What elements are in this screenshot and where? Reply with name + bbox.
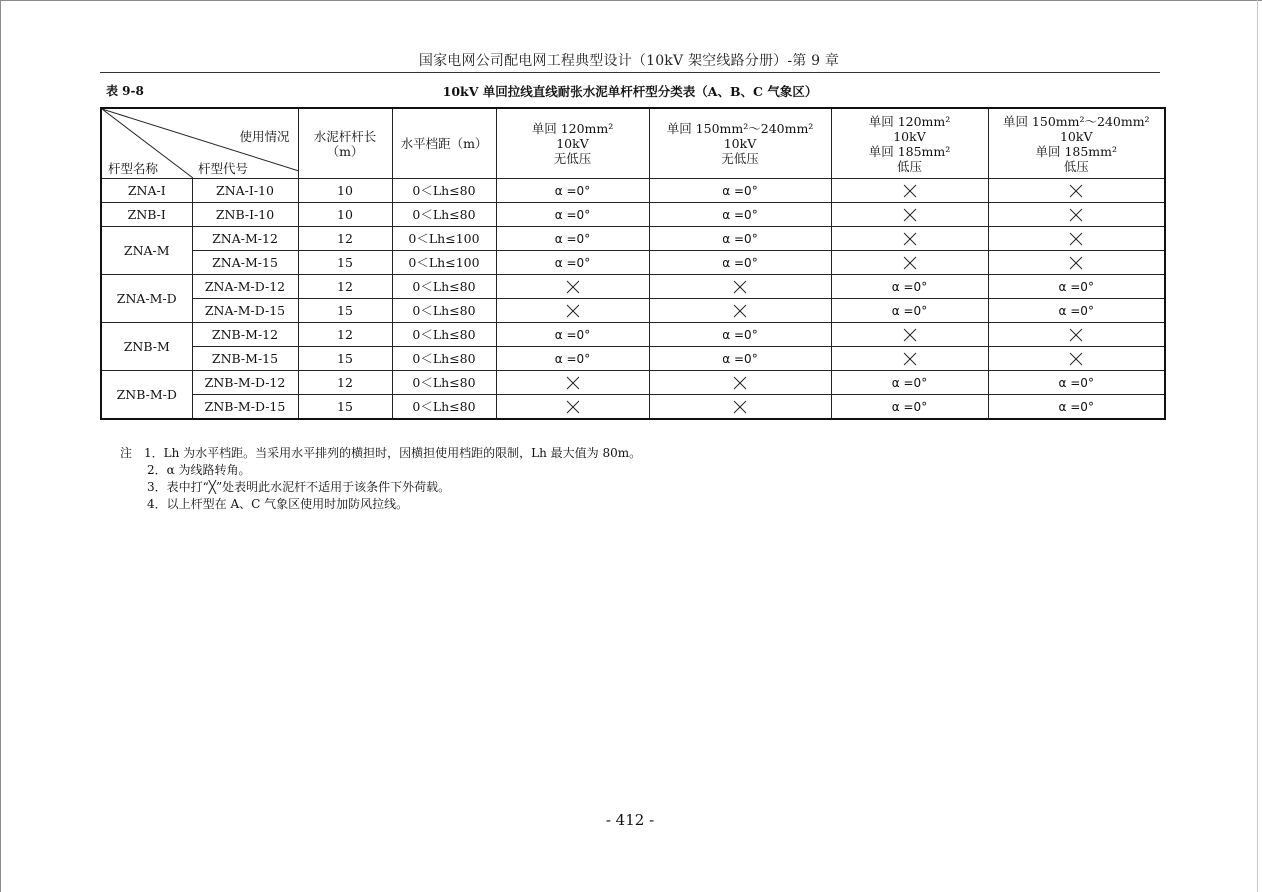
angle-value: α =0° <box>554 183 591 198</box>
angle-value-cell <box>831 395 988 420</box>
table-row <box>101 227 1165 251</box>
cross-mark-icon <box>733 280 747 294</box>
angle-value-cell <box>496 323 649 347</box>
running-header: 国家电网公司配电网工程典型设计（10kV 架空线路分册）-第 9 章 <box>418 53 840 69</box>
angle-value-cell <box>496 347 649 371</box>
page-border-left <box>0 0 1 892</box>
cross-mark-icon <box>903 328 917 342</box>
pole-length-header: 水泥杆杆长 （m） <box>298 108 392 179</box>
table-header-row <box>101 108 1165 179</box>
angle-value: α =0° <box>1058 279 1094 294</box>
config-header-2: 单回 150mm²～240mm² 10kV 无低压 <box>649 108 831 179</box>
pole-name-cell: ZNA-I <box>101 179 192 203</box>
pole-name-cell: ZNB-I <box>101 203 192 227</box>
not-applicable-cell <box>496 395 649 420</box>
angle-value: α =0° <box>1058 399 1094 414</box>
page-border-right <box>1257 0 1258 892</box>
config-header-1: 单回 120mm² 10kV 无低压 <box>496 108 649 179</box>
angle-value: α =0° <box>891 399 928 414</box>
span-cell: 0＜Lh≤80 <box>392 203 496 227</box>
pole-code-cell: ZNB-I-10 <box>192 203 298 227</box>
table-row <box>101 395 1165 420</box>
not-applicable-cell <box>831 251 988 275</box>
span-cell: 0＜Lh≤80 <box>392 299 496 323</box>
span-cell: 0＜Lh≤80 <box>392 395 496 420</box>
cross-mark-icon <box>1069 328 1083 342</box>
span-cell: 0＜Lh≤80 <box>392 275 496 299</box>
pole-code-cell: ZNA-M-12 <box>192 227 298 251</box>
not-applicable-cell <box>649 395 831 420</box>
pole-length-cell: 12 <box>298 371 392 395</box>
pole-length-cell: 10 <box>298 203 392 227</box>
pole-length-cell: 12 <box>298 275 392 299</box>
span-cell: 0＜Lh≤80 <box>392 323 496 347</box>
cross-mark-icon <box>1069 232 1083 246</box>
not-applicable-cell <box>496 371 649 395</box>
cross-mark-icon <box>733 304 747 318</box>
angle-value-cell <box>496 251 649 275</box>
angle-value: α =0° <box>722 327 758 342</box>
pole-name-cell: ZNB-M <box>101 323 192 371</box>
span-header: 水平档距（m） <box>392 108 496 179</box>
angle-value-cell <box>649 179 831 203</box>
pole-length-cell: 12 <box>298 227 392 251</box>
cross-mark-icon <box>733 376 747 390</box>
not-applicable-cell <box>831 179 988 203</box>
cross-mark-icon <box>903 208 917 222</box>
table-row <box>101 203 1165 227</box>
not-applicable-cell <box>496 275 649 299</box>
angle-value: α =0° <box>891 375 928 390</box>
table-row <box>101 179 1165 203</box>
cross-mark-icon <box>903 184 917 198</box>
not-applicable-cell <box>831 203 988 227</box>
cross-mark-icon <box>733 400 747 414</box>
cross-mark-icon <box>1069 208 1083 222</box>
usage-header: 使用情况 <box>239 129 290 144</box>
angle-value-cell <box>831 371 988 395</box>
cross-mark-icon <box>903 232 917 246</box>
angle-value-cell <box>649 227 831 251</box>
table-row <box>101 299 1165 323</box>
table-row <box>101 251 1165 275</box>
pole-code-cell: ZNB-M-D-12 <box>192 371 298 395</box>
pole-name-cell: ZNB-M-D <box>101 371 192 420</box>
table-row <box>101 347 1165 371</box>
note-4: 4．以上杆型在 A、C 气象区使用时加防风拉线。 <box>147 497 409 511</box>
not-applicable-cell <box>988 347 1165 371</box>
pole-code-header: 杆型代号 <box>198 161 249 176</box>
pole-length-cell: 15 <box>298 347 392 371</box>
not-applicable-cell <box>988 251 1165 275</box>
not-applicable-cell <box>831 227 988 251</box>
table-row <box>101 275 1165 299</box>
config-header-4: 单回 150mm²～240mm² 10kV 单回 185mm² 低压 <box>988 108 1165 179</box>
angle-value: α =0° <box>891 303 928 318</box>
not-applicable-cell <box>649 275 831 299</box>
angle-value: α =0° <box>554 327 591 342</box>
pole-name-cell: ZNA-M-D <box>101 275 192 323</box>
angle-value-cell <box>988 275 1165 299</box>
not-applicable-cell <box>831 323 988 347</box>
angle-value: α =0° <box>722 231 758 246</box>
pole-code-cell: ZNB-M-12 <box>192 323 298 347</box>
pole-code-cell: ZNB-M-15 <box>192 347 298 371</box>
table-row <box>101 323 1165 347</box>
pole-length-cell: 15 <box>298 395 392 420</box>
angle-value: α =0° <box>891 279 928 294</box>
angle-value-cell <box>831 275 988 299</box>
pole-name-cell: ZNA-M <box>101 227 192 275</box>
not-applicable-cell <box>831 347 988 371</box>
angle-value-cell <box>649 323 831 347</box>
cross-mark-icon <box>566 376 580 390</box>
angle-value: α =0° <box>1058 375 1094 390</box>
angle-value-cell <box>496 203 649 227</box>
pole-length-cell: 12 <box>298 323 392 347</box>
angle-value-cell <box>988 299 1165 323</box>
angle-value: α =0° <box>722 207 758 222</box>
diagonal-header-cell <box>101 108 298 179</box>
angle-value-cell <box>496 179 649 203</box>
span-cell: 0＜Lh≤100 <box>392 251 496 275</box>
angle-value: α =0° <box>1058 303 1094 318</box>
angle-value-cell <box>831 299 988 323</box>
angle-value-cell <box>649 203 831 227</box>
pole-code-cell: ZNA-M-D-15 <box>192 299 298 323</box>
angle-value-cell <box>496 227 649 251</box>
angle-value: α =0° <box>554 231 591 246</box>
not-applicable-cell <box>988 227 1165 251</box>
note-2: 2．α 为线路转角。 <box>147 463 251 477</box>
pole-code-cell: ZNA-M-D-12 <box>192 275 298 299</box>
angle-value-cell <box>649 347 831 371</box>
not-applicable-cell <box>988 203 1165 227</box>
span-cell: 0＜Lh≤80 <box>392 179 496 203</box>
span-cell: 0＜Lh≤100 <box>392 227 496 251</box>
cross-mark-icon <box>1069 184 1083 198</box>
angle-value: α =0° <box>554 207 591 222</box>
cross-mark-icon <box>566 280 580 294</box>
angle-value: α =0° <box>554 255 591 270</box>
angle-value: α =0° <box>722 255 758 270</box>
pole-length-cell: 15 <box>298 299 392 323</box>
not-applicable-cell <box>649 371 831 395</box>
cross-mark-icon <box>903 256 917 270</box>
not-applicable-cell <box>496 299 649 323</box>
table-row <box>101 371 1165 395</box>
angle-value-cell <box>988 371 1165 395</box>
page-number: - 412 - <box>605 811 655 829</box>
cross-mark-icon <box>1069 352 1083 366</box>
angle-value: α =0° <box>722 183 758 198</box>
not-applicable-cell <box>649 299 831 323</box>
cross-mark-icon <box>903 352 917 366</box>
pole-length-cell: 15 <box>298 251 392 275</box>
not-applicable-cell <box>988 179 1165 203</box>
table-label: 表 9-8 <box>106 84 144 98</box>
note-3: 3．表中打“╳”处表明此水泥杆不适用于该条件下外荷载。 <box>147 480 451 494</box>
cross-mark-icon <box>566 304 580 318</box>
pole-code-cell: ZNA-M-15 <box>192 251 298 275</box>
config-header-3: 单回 120mm² 10kV 单回 185mm² 低压 <box>831 108 988 179</box>
angle-value-cell <box>649 251 831 275</box>
cross-mark-icon <box>1069 256 1083 270</box>
span-cell: 0＜Lh≤80 <box>392 347 496 371</box>
pole-type-table <box>100 107 1166 420</box>
table-notes <box>120 445 641 513</box>
note-1: 注 1．Lh 为水平档距。当采用水平排列的横担时，因横担使用档距的限制，Lh 最大值为 80m。 <box>120 446 642 460</box>
pole-name-header: 杆型名称 <box>108 161 159 176</box>
span-cell: 0＜Lh≤80 <box>392 371 496 395</box>
header-rule <box>100 72 1160 73</box>
page-border-top <box>0 0 1262 1</box>
pole-length-cell: 10 <box>298 179 392 203</box>
angle-value: α =0° <box>554 351 591 366</box>
cross-mark-icon <box>566 400 580 414</box>
table-title: 10kV 单回拉线直线耐张水泥单杆杆型分类表（A、B、C 气象区） <box>442 84 818 99</box>
angle-value-cell <box>988 395 1165 420</box>
pole-code-cell: ZNA-I-10 <box>192 179 298 203</box>
pole-code-cell: ZNB-M-D-15 <box>192 395 298 420</box>
not-applicable-cell <box>988 323 1165 347</box>
angle-value: α =0° <box>722 351 758 366</box>
